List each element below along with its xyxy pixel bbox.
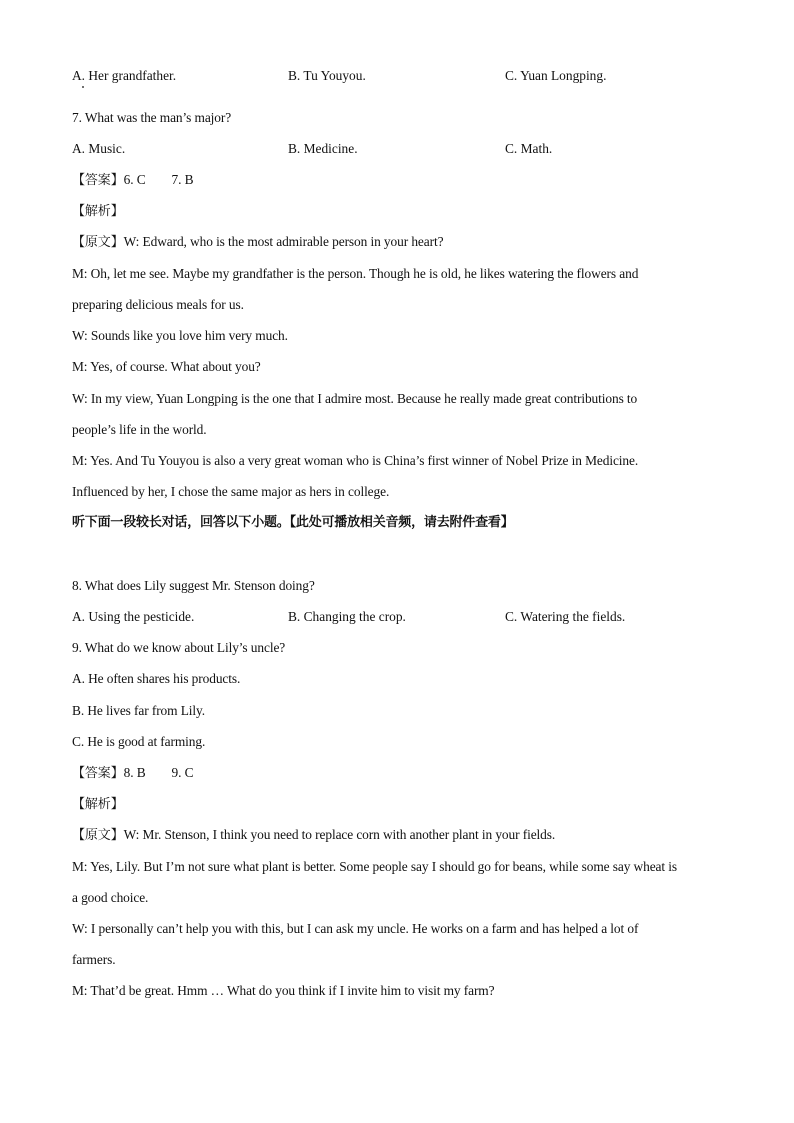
- transcript-1-line-9: Influenced by her, I chose the same major as hers in college.: [72, 484, 390, 499]
- analysis-heading-2: 【解析】: [72, 797, 124, 812]
- q7-option-c: C. Math.: [505, 141, 553, 156]
- listening-instruction: 听下面一段较长对话，回答以下小题。【此处可播放相关音频，请去附件查看】: [72, 515, 514, 530]
- q8-question: 8. What does Lily suggest Mr. Stenson doing?: [72, 578, 315, 593]
- answer-8: 8. B: [123, 765, 146, 780]
- q7-option-b: B. Medicine.: [288, 141, 358, 156]
- transcript-1-line-7: people’s life in the world.: [72, 422, 207, 437]
- transcript-1-line-5: M: Yes, of course. What about you?: [72, 359, 261, 374]
- q9-option-b: B. He lives far from Lily.: [72, 703, 206, 718]
- answer-tag: 【答案】: [72, 766, 124, 781]
- transcript-1-line-8: M: Yes. And Tu Youyou is also a very great woman who is China’s first winner of Nobel Prize in Medicine.: [72, 453, 639, 468]
- q6-option-a: A. Her grandfather.: [72, 68, 177, 83]
- q6-option-c: C. Yuan Longping.: [505, 68, 607, 83]
- answer-tag: 【答案】: [72, 173, 124, 188]
- answer-line-2: [72, 764, 193, 783]
- transcript-tag: 【原文】: [72, 235, 124, 250]
- transcript-2-line-5: farmers.: [72, 952, 116, 967]
- transcript-2-line-2: M: Yes, Lily. But I’m not sure what plant is better. Some people say I should go for beans, while some say wheat is: [72, 859, 678, 874]
- q8-option-b: B. Changing the crop.: [288, 609, 406, 624]
- q9-option-a: A. He often shares his products.: [72, 671, 241, 686]
- transcript-1-line-2: M: Oh, let me see. Maybe my grandfather is the person. Though he is old, he likes watering the flowers and: [72, 266, 639, 281]
- answer-6: 6. C: [123, 172, 146, 187]
- transcript-1-line-4: W: Sounds like you love him very much.: [72, 328, 288, 343]
- transcript-2-line-1: 【原文】W: Mr. Stenson, I think you need to replace corn with another plant in your fields.: [72, 827, 556, 843]
- q9-question: 9. What do we know about Lily’s uncle?: [72, 640, 286, 655]
- transcript-1-line-3: preparing delicious meals for us.: [72, 297, 244, 312]
- answer-line-1: [72, 171, 193, 190]
- transcript-2-line-6: M: That’d be great. Hmm … What do you think if I invite him to visit my farm?: [72, 983, 495, 998]
- q6-option-b: B. Tu Youyou.: [288, 68, 366, 83]
- q8-option-c: C. Watering the fields.: [505, 609, 626, 624]
- answer-9: 9. C: [171, 765, 194, 780]
- q9-option-c: C. He is good at farming.: [72, 734, 206, 749]
- transcript-tag: 【原文】: [72, 828, 124, 843]
- q7-option-a: A. Music.: [72, 141, 126, 156]
- transcript-2-line-3: a good choice.: [72, 890, 149, 905]
- transcript-1-line-1: 【原文】W: Edward, who is the most admirable person in your heart?: [72, 234, 444, 250]
- analysis-heading-1: 【解析】: [72, 204, 124, 219]
- stray-mark: [82, 86, 84, 88]
- q7-question: 7. What was the man’s major?: [72, 110, 232, 125]
- q8-option-a: A. Using the pesticide.: [72, 609, 195, 624]
- transcript-2-line-4: W: I personally can’t help you with this, but I can ask my uncle. He works on a farm and has helped a lot of: [72, 921, 639, 936]
- answer-7: 7. B: [171, 172, 194, 187]
- transcript-1-line-6: W: In my view, Yuan Longping is the one that I admire most. Because he really made great contributions to: [72, 391, 638, 406]
